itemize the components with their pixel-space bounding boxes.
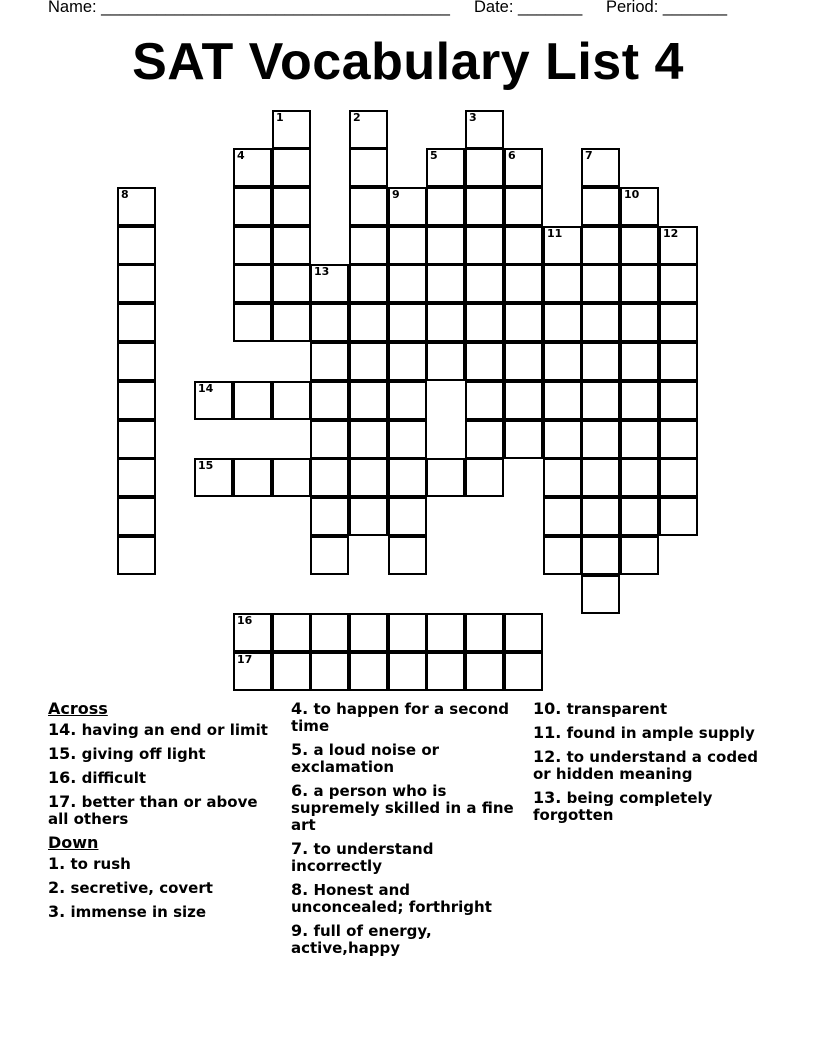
grid-cell[interactable]	[194, 381, 233, 420]
clue-item-number: 16.	[48, 768, 77, 787]
grid-cell[interactable]	[581, 264, 620, 303]
grid-cell[interactable]	[620, 458, 659, 497]
clue-number: 14	[198, 382, 214, 395]
grid-cell[interactable]	[659, 342, 698, 381]
grid-cell[interactable]	[349, 652, 388, 691]
grid-cell[interactable]	[388, 497, 427, 536]
clue-number: 16	[237, 614, 253, 627]
clue-item-text: found in ample supply	[566, 724, 755, 742]
clue-item	[291, 741, 523, 776]
grid-cell[interactable]	[426, 342, 465, 381]
across-clue-list	[48, 721, 283, 828]
grid-cell[interactable]	[465, 148, 504, 187]
grid-cell[interactable]	[543, 381, 582, 420]
grid-cell[interactable]	[272, 381, 311, 420]
clue-item-text: a loud noise or exclamation	[291, 741, 440, 776]
grid-cell[interactable]	[310, 458, 349, 497]
grid-cell[interactable]	[581, 458, 620, 497]
clue-item-number: 6.	[291, 781, 309, 800]
clue-item-number: 4.	[291, 699, 309, 718]
clue-number: 13	[314, 265, 330, 278]
grid-cell[interactable]	[504, 652, 543, 691]
grid-cell[interactable]	[543, 264, 582, 303]
grid-cell[interactable]	[620, 303, 659, 342]
clue-number: 5	[430, 149, 438, 162]
clue-item	[291, 840, 523, 875]
grid-cell[interactable]	[310, 652, 349, 691]
grid-cell[interactable]	[659, 420, 698, 459]
grid-cell[interactable]	[620, 381, 659, 420]
grid-cell[interactable]	[388, 613, 427, 652]
grid-cell[interactable]	[465, 264, 504, 303]
clue-number: 4	[237, 149, 245, 162]
grid-cell[interactable]	[659, 226, 698, 265]
grid-cell[interactable]	[272, 148, 311, 187]
date-field-label: Date: _______	[474, 0, 583, 16]
grid-cell[interactable]	[465, 342, 504, 381]
clue-item-text: difficult	[81, 769, 147, 787]
grid-cell[interactable]	[504, 613, 543, 652]
grid-cell[interactable]	[504, 342, 543, 381]
grid-cell[interactable]	[465, 458, 504, 497]
grid-cell[interactable]	[620, 342, 659, 381]
clue-item	[533, 789, 773, 824]
grid-cell[interactable]	[310, 536, 349, 575]
grid-cell[interactable]	[233, 226, 272, 265]
grid-cell[interactable]	[117, 497, 156, 536]
clue-column-3	[533, 700, 773, 830]
clue-item	[48, 879, 283, 897]
grid-cell[interactable]	[349, 420, 388, 459]
grid-cell[interactable]	[504, 420, 543, 459]
grid-cell[interactable]	[349, 264, 388, 303]
grid-cell[interactable]	[581, 148, 620, 187]
grid-cell[interactable]	[426, 303, 465, 342]
grid-cell[interactable]	[581, 420, 620, 459]
grid-cell[interactable]	[543, 458, 582, 497]
clue-item-number: 3.	[48, 902, 66, 921]
grid-cell[interactable]	[272, 264, 311, 303]
grid-cell[interactable]	[426, 458, 465, 497]
clue-item	[533, 748, 773, 783]
grid-cell[interactable]	[310, 342, 349, 381]
grid-cell[interactable]	[349, 458, 388, 497]
grid-cell[interactable]	[465, 187, 504, 226]
clue-item-number: 13.	[533, 788, 562, 807]
grid-cell[interactable]	[349, 303, 388, 342]
clue-item-number: 8.	[291, 880, 309, 899]
clue-item-number: 7.	[291, 839, 309, 858]
grid-cell[interactable]	[388, 420, 427, 459]
grid-cell[interactable]	[310, 613, 349, 652]
grid-cell[interactable]	[310, 497, 349, 536]
grid-cell[interactable]	[543, 497, 582, 536]
clue-item-text: secretive, covert	[70, 879, 213, 897]
clue-item-text: Honest and unconcealed; forthright	[291, 881, 492, 916]
grid-cell[interactable]	[272, 110, 311, 149]
grid-cell[interactable]	[117, 187, 156, 226]
clue-item	[291, 700, 523, 735]
grid-cell[interactable]	[233, 613, 272, 652]
grid-cell[interactable]	[581, 187, 620, 226]
clue-item-text: to rush	[70, 855, 131, 873]
clue-number: 6	[508, 149, 516, 162]
grid-cell[interactable]	[504, 226, 543, 265]
grid-cell[interactable]	[349, 342, 388, 381]
clue-item-text: giving off light	[81, 745, 206, 763]
clue-item	[48, 855, 283, 873]
clue-item-text: having an end or limit	[81, 721, 268, 739]
grid-cell[interactable]	[117, 381, 156, 420]
grid-cell[interactable]	[543, 420, 582, 459]
grid-cell[interactable]	[388, 226, 427, 265]
grid-cell[interactable]	[310, 264, 349, 303]
grid-cell[interactable]	[117, 342, 156, 381]
clue-number: 3	[469, 111, 477, 124]
clue-item	[48, 903, 283, 921]
grid-cell[interactable]	[426, 613, 465, 652]
grid-cell[interactable]	[117, 226, 156, 265]
clue-item	[48, 721, 283, 739]
grid-cell[interactable]	[117, 420, 156, 459]
grid-cell[interactable]	[233, 303, 272, 342]
clue-number: 17	[237, 653, 253, 666]
grid-cell[interactable]	[659, 497, 698, 536]
grid-cell[interactable]	[272, 303, 311, 342]
grid-cell[interactable]	[426, 652, 465, 691]
grid-cell[interactable]	[194, 458, 233, 497]
page-title: SAT Vocabulary List 4	[132, 33, 684, 91]
grid-cell[interactable]	[233, 381, 272, 420]
grid-cell[interactable]	[620, 497, 659, 536]
grid-cell[interactable]	[465, 652, 504, 691]
clue-item-number: 10.	[533, 699, 562, 718]
grid-cell[interactable]	[504, 381, 543, 420]
clue-item-number: 9.	[291, 921, 309, 940]
clue-item-text: immense in size	[70, 903, 207, 921]
grid-cell[interactable]	[349, 497, 388, 536]
grid-cell[interactable]	[581, 342, 620, 381]
grid-cell[interactable]	[465, 110, 504, 149]
grid-cell[interactable]	[426, 187, 465, 226]
clue-item-text: better than or above all others	[48, 793, 258, 828]
grid-cell[interactable]	[388, 652, 427, 691]
clue-item	[291, 881, 523, 916]
grid-cell[interactable]	[117, 458, 156, 497]
clue-number: 10	[624, 188, 640, 201]
grid-cell[interactable]	[620, 420, 659, 459]
down-clue-list-2	[291, 700, 523, 957]
clue-number: 9	[392, 188, 400, 201]
grid-cell[interactable]	[465, 613, 504, 652]
grid-cell[interactable]	[349, 110, 388, 149]
clue-number: 8	[121, 188, 129, 201]
down-clue-list-3	[533, 700, 773, 824]
grid-cell[interactable]	[620, 264, 659, 303]
grid-cell[interactable]	[504, 303, 543, 342]
clue-item	[48, 793, 283, 828]
grid-cell[interactable]	[117, 536, 156, 575]
grid-cell[interactable]	[233, 148, 272, 187]
grid-cell[interactable]	[388, 303, 427, 342]
grid-cell[interactable]	[620, 536, 659, 575]
grid-cell[interactable]	[349, 381, 388, 420]
grid-cell[interactable]	[388, 381, 427, 420]
grid-cell[interactable]	[543, 226, 582, 265]
grid-cell[interactable]	[310, 303, 349, 342]
grid-cell[interactable]	[349, 226, 388, 265]
grid-cell[interactable]	[388, 264, 427, 303]
clue-item	[291, 922, 523, 957]
clue-number: 15	[198, 459, 214, 472]
grid-cell[interactable]	[581, 381, 620, 420]
clue-item	[48, 769, 283, 787]
grid-cell[interactable]	[233, 187, 272, 226]
grid-cell[interactable]	[581, 575, 620, 614]
clue-item	[48, 745, 283, 763]
grid-cell[interactable]	[581, 536, 620, 575]
clue-item-text: being completely forgotten	[533, 789, 713, 824]
grid-cell[interactable]	[233, 264, 272, 303]
clue-item-number: 2.	[48, 878, 66, 897]
grid-cell[interactable]	[349, 613, 388, 652]
grid-cell[interactable]	[465, 226, 504, 265]
grid-cell[interactable]	[272, 226, 311, 265]
clue-item-number: 15.	[48, 744, 77, 763]
grid-cell[interactable]	[388, 458, 427, 497]
grid-cell[interactable]	[117, 264, 156, 303]
grid-cell[interactable]	[465, 381, 504, 420]
grid-cell[interactable]	[349, 148, 388, 187]
grid-cell[interactable]	[272, 458, 311, 497]
clue-item-number: 11.	[533, 723, 562, 742]
grid-cell[interactable]	[388, 187, 427, 226]
clue-number: 2	[353, 111, 361, 124]
grid-cell[interactable]	[581, 497, 620, 536]
grid-cell[interactable]	[117, 303, 156, 342]
clue-item-number: 12.	[533, 747, 562, 766]
clue-item-text: a person who is supremely skilled in a fine art	[291, 782, 514, 834]
clue-item	[533, 724, 773, 742]
clue-item-text: to understand incorrectly	[291, 840, 434, 875]
clue-item-text: to understand a coded or hidden meaning	[533, 748, 758, 783]
clue-item-number: 1.	[48, 854, 66, 873]
grid-cell[interactable]	[349, 187, 388, 226]
grid-cell[interactable]	[272, 652, 311, 691]
clue-item-text: full of energy, active,happy	[291, 922, 432, 957]
clue-item	[533, 700, 773, 718]
grid-cell[interactable]	[426, 148, 465, 187]
grid-cell[interactable]	[659, 303, 698, 342]
grid-cell[interactable]	[659, 458, 698, 497]
clue-item-number: 5.	[291, 740, 309, 759]
grid-cell[interactable]	[504, 148, 543, 187]
clue-column-1	[48, 700, 283, 927]
across-heading: Across	[48, 699, 108, 718]
grid-cell[interactable]	[581, 226, 620, 265]
grid-cell[interactable]	[465, 303, 504, 342]
period-field-label: Period: _______	[606, 0, 728, 16]
grid-cell[interactable]	[620, 187, 659, 226]
grid-cell[interactable]	[310, 420, 349, 459]
grid-cell[interactable]	[543, 303, 582, 342]
grid-cell[interactable]	[504, 187, 543, 226]
grid-cell[interactable]	[233, 652, 272, 691]
clue-item-number: 14.	[48, 720, 77, 739]
grid-cell[interactable]	[543, 342, 582, 381]
down-heading: Down	[48, 833, 99, 852]
grid-cell[interactable]	[233, 458, 272, 497]
clue-number: 11	[547, 227, 563, 240]
clue-item-text: transparent	[566, 700, 668, 718]
grid-cell[interactable]	[272, 187, 311, 226]
grid-cell[interactable]	[426, 264, 465, 303]
grid-cell[interactable]	[388, 342, 427, 381]
grid-cell[interactable]	[272, 613, 311, 652]
clue-item-number: 17.	[48, 792, 77, 811]
clue-number: 12	[663, 227, 679, 240]
grid-cell[interactable]	[504, 264, 543, 303]
grid-cell[interactable]	[426, 226, 465, 265]
grid-cell[interactable]	[388, 536, 427, 575]
clue-number: 1	[276, 111, 284, 124]
down-clue-list	[48, 855, 283, 921]
name-field-label: Name: ______________________________________	[48, 0, 450, 16]
clue-item	[291, 782, 523, 834]
clue-number: 7	[585, 149, 593, 162]
clue-column-2	[291, 700, 523, 963]
grid-cell[interactable]	[581, 303, 620, 342]
grid-cell[interactable]	[310, 381, 349, 420]
grid-cell[interactable]	[465, 420, 504, 459]
grid-cell[interactable]	[620, 226, 659, 265]
grid-cell[interactable]	[659, 381, 698, 420]
grid-cell[interactable]	[543, 536, 582, 575]
clue-item-text: to happen for a second time	[291, 700, 510, 735]
grid-cell[interactable]	[659, 264, 698, 303]
